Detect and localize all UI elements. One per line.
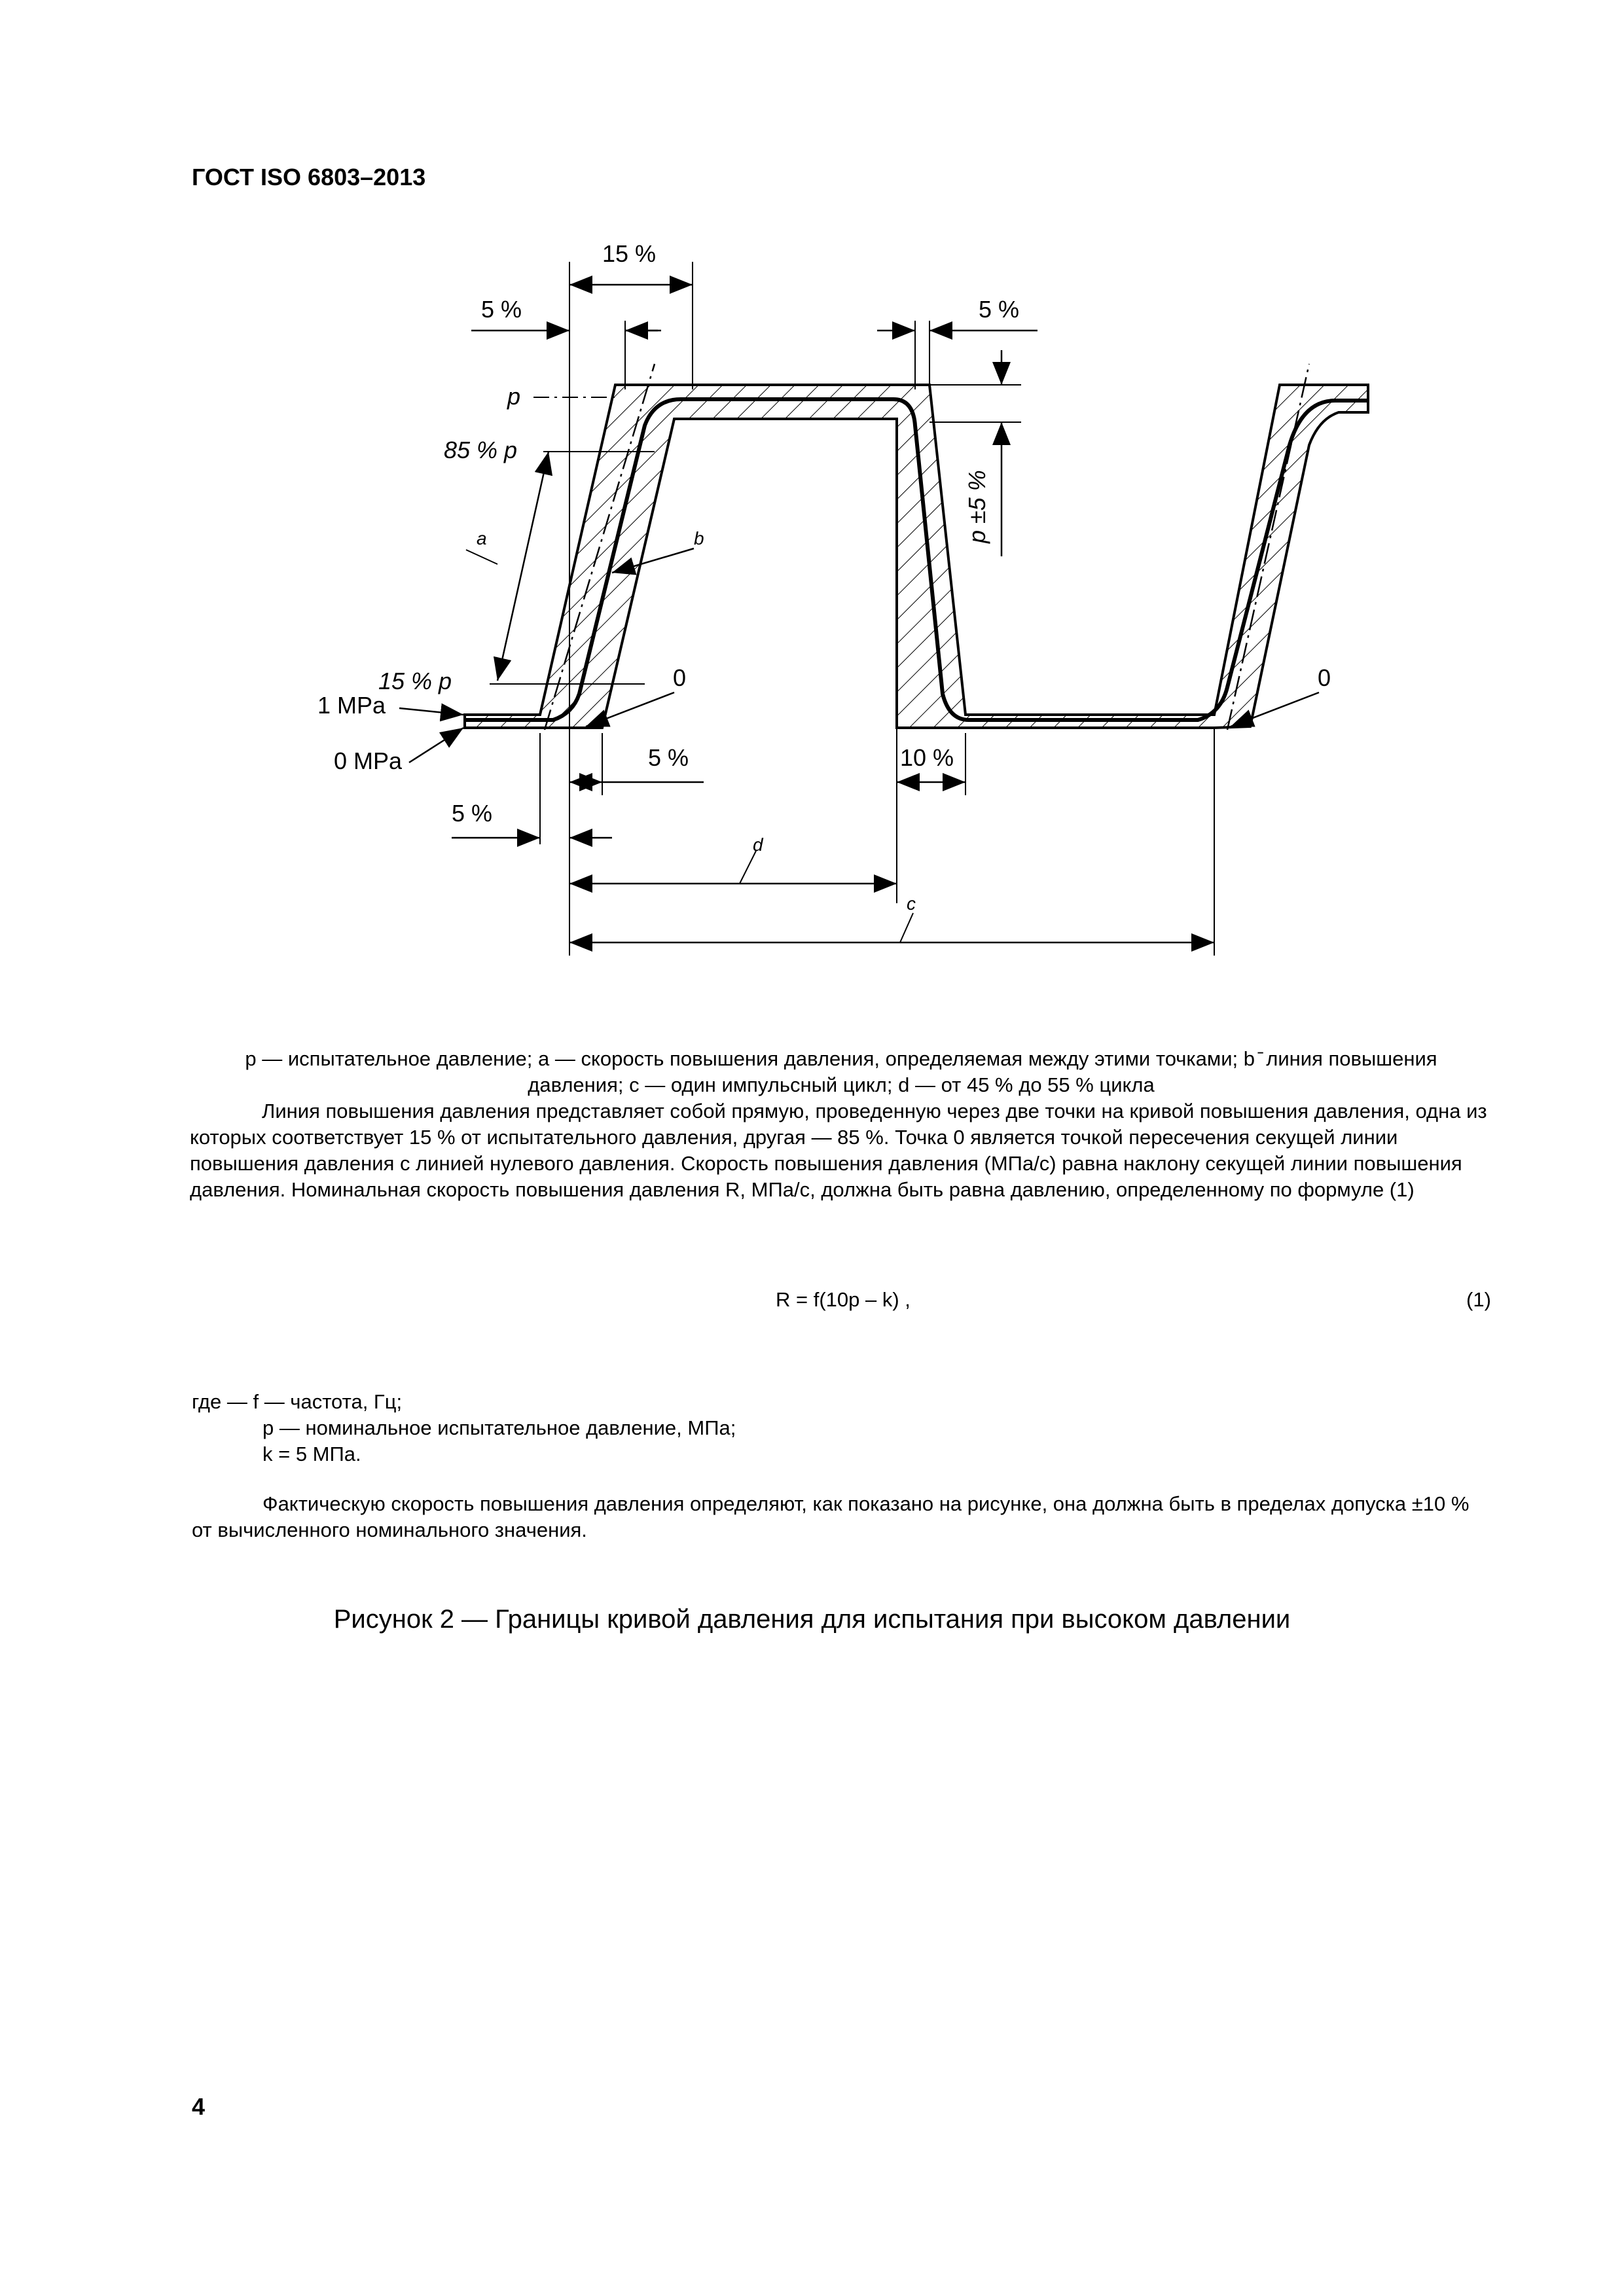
figure-legend	[190, 1046, 1492, 1203]
label-5-top-left: 5 %	[481, 296, 522, 323]
label-c: c	[907, 893, 916, 914]
label-5-bottom-right: 5 %	[648, 744, 689, 771]
legend-paragraph: Линия повышения давления представляет собой прямую, проведенную через две точки на кривой повышения давления, одна из которых соответствует 15 % от испытательного давления, другая — 85 %. Точка 0 является точкой пересечения секущей линии повышения давления с линией нулевого давления. Скорость повышения давления (МПа/с) равна наклону секущей линии повышения давления. Номинальная скорость повышения давления R, МПа/с, должна быть равна давлению, определенному по формуле (1)	[190, 1100, 1487, 1201]
where-block	[192, 1389, 736, 1467]
label-0mpa: 0 MPa	[334, 747, 403, 774]
label-15-top: 15 %	[602, 240, 657, 267]
label-zero-left: 0	[673, 664, 687, 691]
where-line-2: р — номинальное испытательное давление, МПа;	[262, 1416, 736, 1439]
figure-caption: Рисунок 2 — Границы кривой давления для испытания при высоком давлении	[333, 1605, 1291, 1634]
tolerance-note: Фактическую скорость повышения давления определяют, как показано на рисунке, она должна быть в пределах допуска ±10 % от вычисленного номинального значения.	[192, 1492, 1470, 1541]
label-d: d	[753, 834, 763, 855]
label-p-pm5: p ±5 %	[964, 470, 990, 543]
arrow-a	[497, 452, 549, 681]
label-10-bottom: 10 %	[900, 744, 954, 771]
label-p15: 15 % p	[378, 668, 452, 694]
label-b: b	[694, 528, 704, 548]
page-number: 4	[192, 2093, 206, 2120]
pressure-curve-figure	[0, 0, 1624, 1021]
formula: R = f(10p – k) ,	[776, 1288, 911, 1311]
legend-line-1: p — испытательное давление; a — скорость повышения давления, определяемая между этими точками; b ̄ линия повышения	[245, 1047, 1437, 1070]
formula-number: (1)	[1466, 1288, 1491, 1311]
label-5-bottom-left: 5 %	[452, 800, 493, 827]
label-a: a	[477, 528, 487, 548]
legend-line-2: давления; c — один импульсный цикл; d — от 45 % до 55 % цикла	[528, 1073, 1155, 1096]
label-zero-right: 0	[1318, 664, 1331, 691]
label-p85: 85 % p	[444, 437, 518, 463]
label-1mpa: 1 MPa	[317, 692, 386, 719]
where-line-1: где — f — частота, Гц;	[192, 1390, 403, 1413]
label-p: p	[507, 383, 521, 410]
where-line-3: k = 5 МПа.	[262, 1443, 361, 1465]
label-5-top-right: 5 %	[979, 296, 1020, 323]
document-header: ГОСТ ISO 6803–2013	[192, 164, 426, 190]
